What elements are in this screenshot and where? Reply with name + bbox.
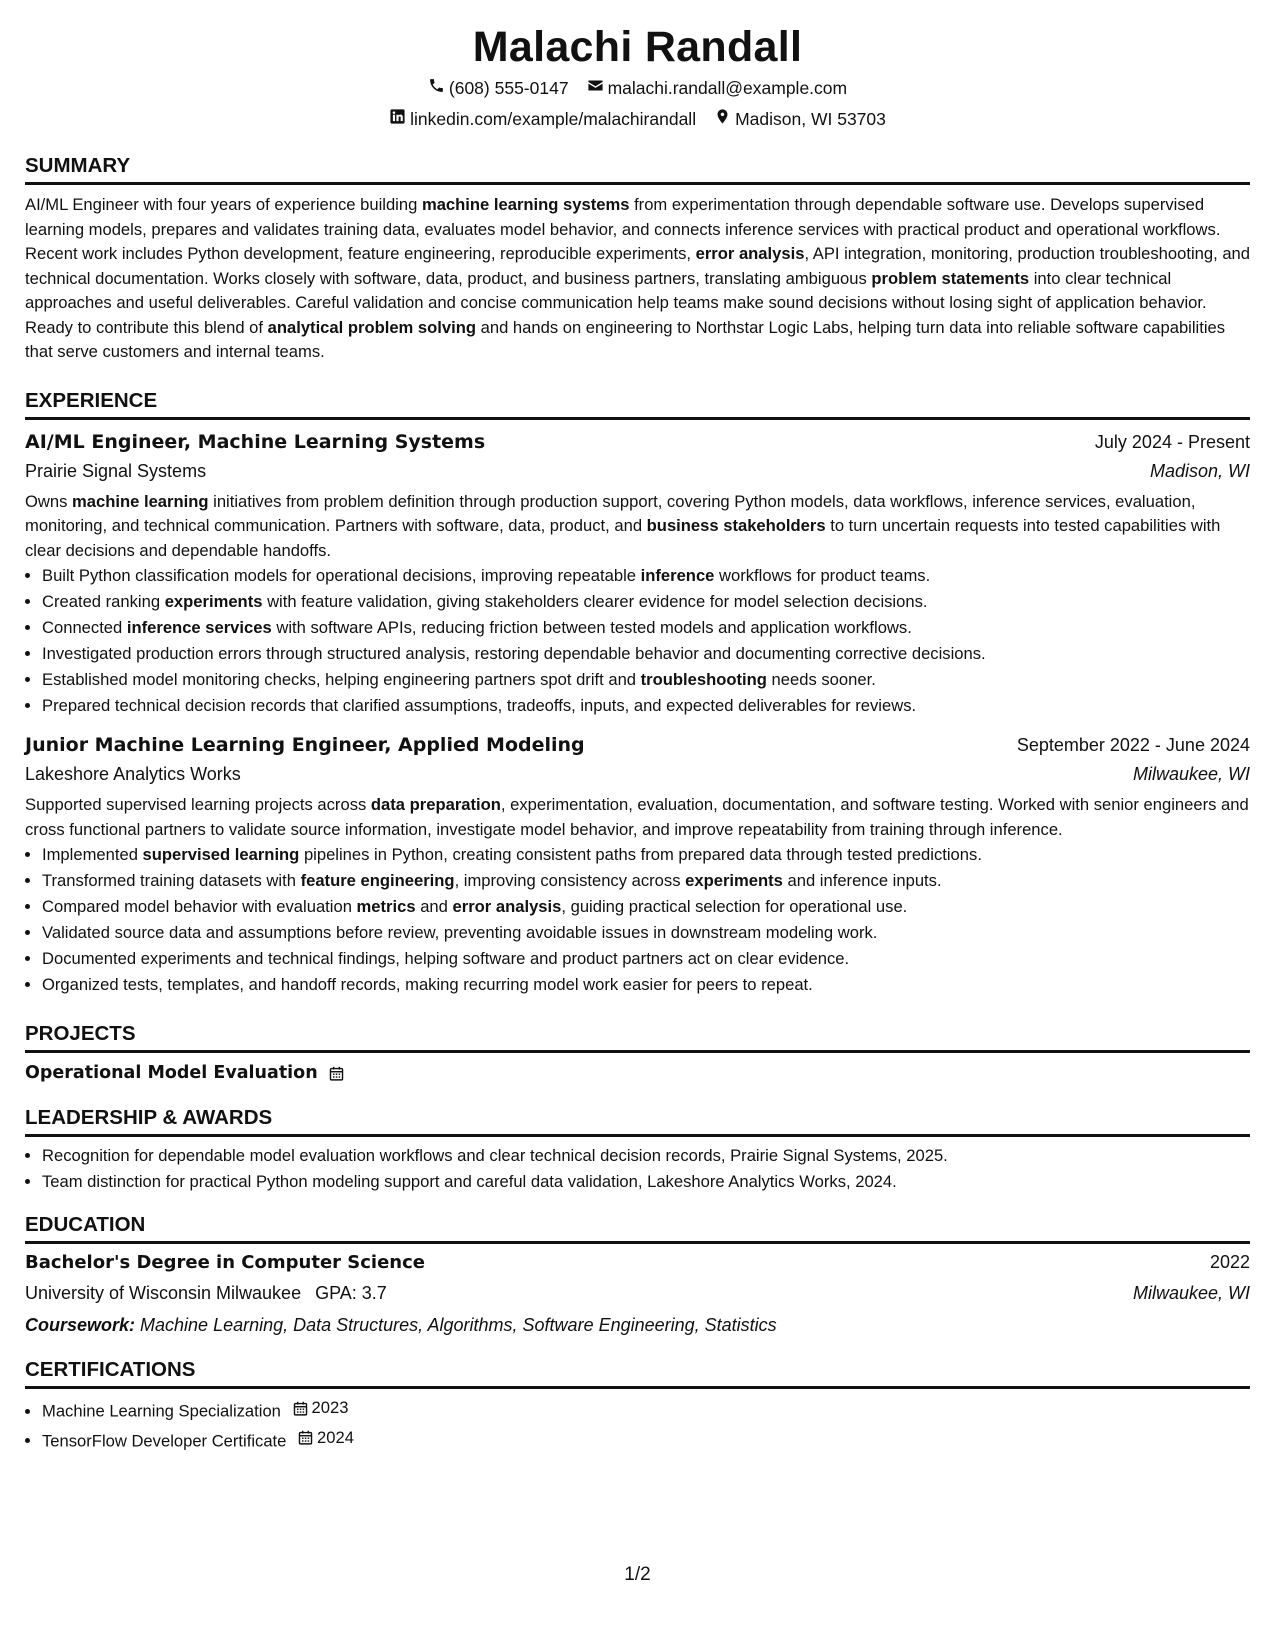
bold-keyword: error analysis [452,897,562,916]
job-dates: September 2022 - June 2024 [1016,735,1250,755]
text-run: workflows for product teams. [714,566,931,585]
list-item [42,589,1250,615]
bold-keyword: supervised learning [142,845,300,864]
job-location: Madison, WI [1149,460,1250,481]
contact-row-secondary [25,108,1250,130]
text-run: Compared model behavior with evaluation [42,897,357,916]
calendar-icon [292,1400,309,1417]
project-item [25,1060,1250,1086]
list-item [42,615,1250,641]
certification-year: 2024 [317,1427,354,1447]
resume-page [25,22,1250,1454]
calendar-icon [328,1065,345,1082]
coursework [25,1308,1250,1342]
text-run: , improving consistency across [454,871,686,890]
list-item: • Recognition for dependable model evaluation workflows and clear technical decision records, Prairie Signal Systems, 2025. [42,1143,1250,1169]
bold-keyword: inference [640,566,715,585]
certification-year: 2023 [311,1398,349,1417]
text-run: , guiding practical selection for operational use. [561,897,908,916]
section-title-projects: PROJECTS [25,1022,1250,1053]
education-section [25,1213,1250,1342]
candidate-name: Malachi Randall [472,23,803,71]
projects-section [25,1022,1250,1086]
leadership-section [25,1106,1250,1195]
leadership-list [25,1143,1250,1195]
bold-keyword: experiments [164,592,263,611]
text-run: needs sooner. [766,670,876,689]
bold-keyword: inference services [126,618,272,637]
text-run: , API integration, monitoring, production troubleshooting, and technical documentation. Works closely with software, data, product, and business partners, translating ambiguous [25,244,1251,288]
company-name: Lakeshore Analytics Works [25,764,241,784]
certification-name: TensorFlow Developer Certificate [42,1431,287,1450]
map-pin-icon [714,108,731,130]
text-run: , experimentation, evaluation, documentation, and software testing. Worked with senior engineers and cross functional partners to validate source information, investigate model behavior, and improve repeatability from training through inference. [25,795,1249,839]
list-item [42,667,1250,693]
text-run: Created ranking [42,592,165,611]
summary-section [25,154,1250,365]
list-item [42,920,1250,946]
contact-row-primary [25,77,1250,99]
job-title: AI/ML Engineer, Machine Learning Systems [25,430,486,453]
linkedin-icon [389,108,406,130]
bold-keyword: machine learning systems [421,195,630,214]
certifications-list [25,1395,1250,1454]
company-name: Prairie Signal Systems [25,460,207,481]
text-run: pipelines in Python, creating consistent paths from prepared data through tested predictions. [299,845,982,864]
bold-keyword: metrics [356,897,416,916]
project-name: Operational Model Evaluation [25,1063,318,1083]
text-run: from experimentation through dependable software use. Develops supervised learning models, prepares and validates training data, evaluates model behavior, and connects inference services with practical product and operational workflows. Recent work includes Python development, feature engineering, reproducible experiments, [25,195,1221,263]
text-run: to turn uncertain requests into tested capabilities with clear decisions and dependable handoffs. [25,516,1221,560]
summary-text [25,193,1250,365]
list-item [42,894,1250,920]
envelope-icon [587,77,604,99]
job-description [25,793,1250,842]
bold-keyword: data preparation [370,795,501,814]
email-text: malachi.randall@example.com [607,78,848,98]
coursework-label: Coursework: [25,1315,136,1335]
contact-phone[interactable] [428,77,569,99]
graduation-year: 2022 [1209,1252,1250,1272]
bold-keyword: experiments [685,871,783,890]
degree-name: Bachelor's Degree in Computer Science [25,1252,425,1273]
list-item [42,946,1250,972]
bold-keyword: machine learning [72,491,209,511]
text-run: and hands on engineering to Northstar Logic Labs, helping turn data into reliable software capabilities that serve customers and internal teams. [25,317,1226,361]
contact-location [714,108,886,130]
list-item [42,842,1250,868]
list-item: • Team distinction for practical Python modeling support and careful data validation, Lakeshore Analytics Works, 2024. [42,1169,1250,1195]
certifications-section [25,1358,1250,1454]
section-title-certifications: CERTIFICATIONS [25,1358,1250,1389]
certification-item [42,1395,1250,1425]
text-run: Owns [25,491,73,511]
list-item [42,563,1250,589]
school-line [25,1279,387,1307]
certification-name: Machine Learning Specialization [42,1401,281,1421]
text-run: with software APIs, reducing friction between tested models and application workflows. [271,618,912,637]
coursework-list: Machine Learning, Data Structures, Algorithms, Software Engineering, Statistics [135,1315,777,1335]
list-item [42,641,1250,667]
text-run: Transformed training datasets with [42,871,301,890]
text-run: Connected [42,618,127,637]
text-run: Validated source data and assumptions before review, preventing avoidable issues in downstream modeling work. [42,923,878,942]
job-dates: July 2024 - Present [1094,431,1250,452]
job-title: Junior Machine Learning Engineer, Applied Modeling [25,734,585,756]
text-run: AI/ML Engineer with four years of experience building [25,195,422,214]
job-bullets [25,842,1250,998]
gpa: GPA: 3.7 [315,1283,387,1303]
experience-section [25,389,1250,999]
text-run: and inference inputs. [782,871,942,890]
text-run: Investigated production errors through structured analysis, restoring dependable behavior and documenting corrective decisions. [42,644,986,663]
text-run: initiatives from problem definition through production support, covering Python models, data workflows, inference services, evaluation, monitoring, and technical communication. Partners with software, data, product, and [25,491,1196,535]
list-item [42,972,1250,998]
bold-keyword: business stakeholders [646,516,826,535]
calendar-icon [297,1429,314,1446]
section-title-experience: EXPERIENCE [25,389,1250,420]
school-location: Milwaukee, WI [1132,1283,1250,1303]
section-title-education: EDUCATION [25,1213,1250,1244]
text-run: Established model monitoring checks, helping engineering partners spot drift and [42,670,641,689]
text-run: Prepared technical decision records that clarified assumptions, tradeoffs, inputs, and expected deliverables for reviews. [42,696,917,715]
text-run: Built Python classification models for operational decisions, improving repeatable [42,566,641,585]
job-entry [25,731,1250,998]
bold-keyword: troubleshooting [640,670,767,689]
school-name: University of Wisconsin Milwaukee [25,1283,302,1303]
text-run: Implemented [42,845,143,864]
certification-item [42,1425,1250,1455]
text-run: and [415,897,453,916]
section-title-leadership: LEADERSHIP & AWARDS [25,1106,1250,1137]
text-run: with feature validation, giving stakeholders clearer evidence for model selection decisions. [262,592,928,611]
contact-linkedin[interactable] [389,108,696,130]
text-run: Documented experiments and technical findings, helping software and product partners act on clear evidence. [42,949,850,968]
job-location: Milwaukee, WI [1132,764,1250,784]
bold-keyword: error analysis [695,244,805,263]
job-description [25,490,1250,564]
bold-keyword: feature engineering [300,871,455,890]
location-text: Madison, WI 53703 [735,109,886,129]
phone-text: (608) 555-0147 [448,78,569,98]
page-number: 1/2 [624,1564,651,1585]
linkedin-text: linkedin.com/example/malachirandall [410,109,697,129]
list-item [42,868,1250,894]
contact-email[interactable] [587,77,848,99]
section-title-summary: SUMMARY [25,154,1250,185]
bold-keyword: analytical problem solving [267,317,477,337]
phone-icon [428,77,445,99]
job-entry [25,428,1250,720]
text-run: into clear technical approaches and useful deliverables. Careful validation and concise communication help teams make sound decisions without losing sight of application behavior. Ready to contribute this blend of [25,268,1207,337]
text-run: Organized tests, templates, and handoff records, making recurring model work easier for peers to repeat. [42,975,813,994]
bold-keyword: problem statements [871,268,1030,288]
text-run: Supported supervised learning projects across [25,795,371,814]
job-bullets [25,563,1250,719]
list-item [42,693,1250,719]
